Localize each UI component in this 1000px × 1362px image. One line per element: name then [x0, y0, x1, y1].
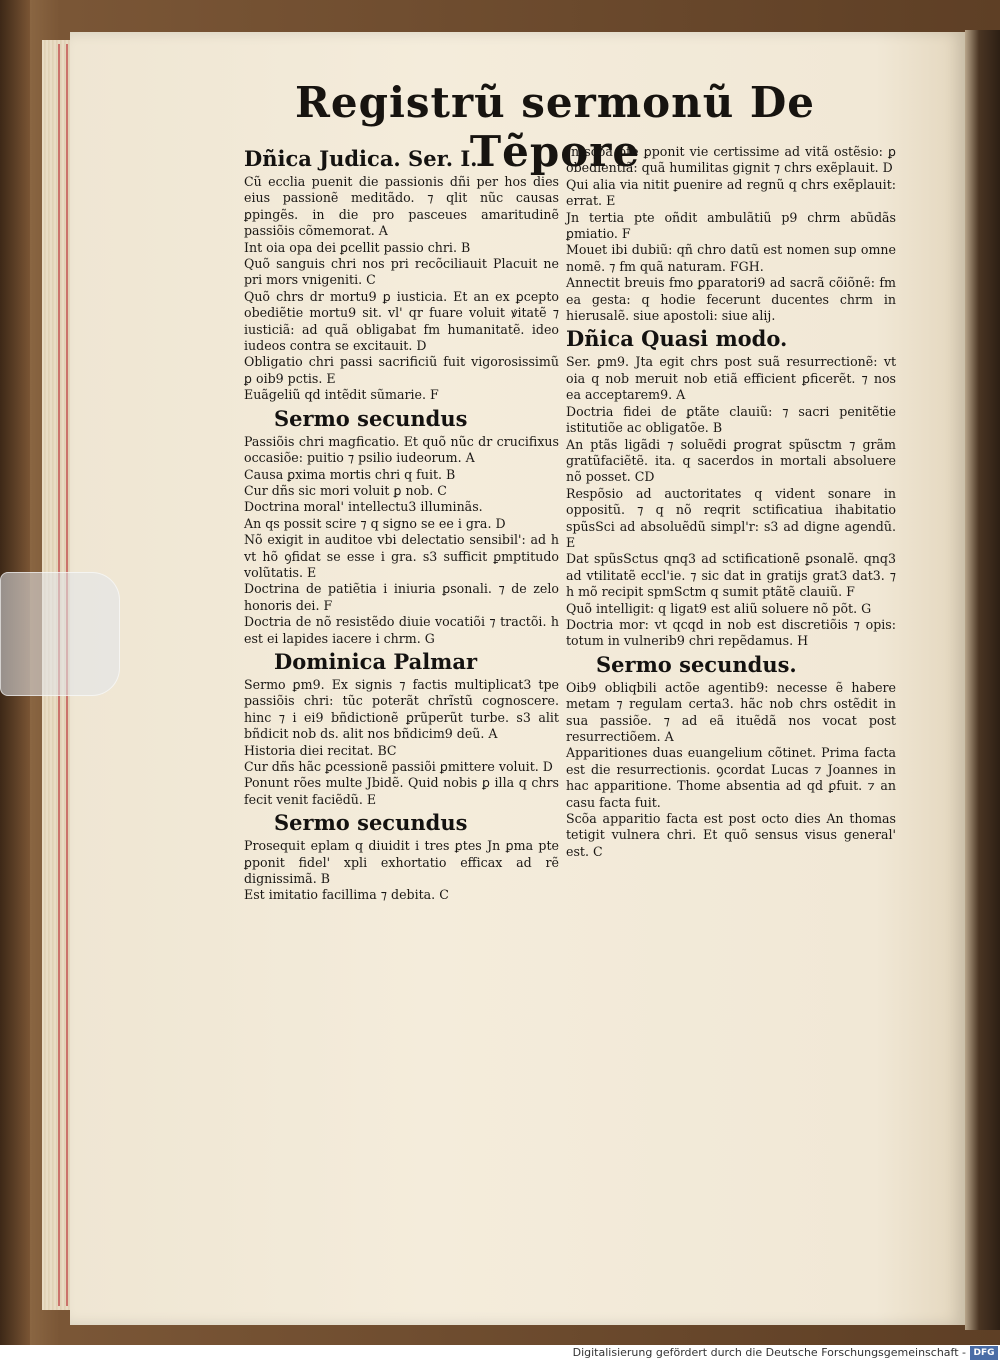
register-entry: Historia diei recitat. BC — [244, 742, 397, 758]
dfg-logo: DFG — [970, 1346, 998, 1360]
register-entry: Nõ exigit in auditoe vbi delectatio sensibil': ad h vt hõ ꝯfidat se esse i gra. s3 sufficit ꝑmptitudo volũtatis. E — [244, 532, 559, 580]
register-entry: Doctrina moral' intellectu3 illuminãs. — [244, 499, 483, 515]
register-entry: Doctria mor: vt qcqd in nob est discretiõis ⁊ opis: totum in vulnerib9 chri repẽdamus. H — [566, 616, 896, 649]
register-entry: Doctria fidei de ꝑtãte clauiũ: ⁊ sacri penitẽtie istitutiõe ac obligatõe. B — [566, 403, 896, 436]
register-entry: Quõ sanguis chri nos pri recõciliauit Placuit ne pri mors vnigeniti. C — [244, 256, 559, 288]
register-entry: Ponunt rões multe Jbidẽ. Quid nobis ꝑ illa q chrs fecit venit faciẽdũ. E — [244, 775, 559, 807]
section-heading: Dominica Palmar — [274, 648, 478, 674]
section-heading: Sermo secundus — [274, 405, 468, 431]
register-entry: Dat spũsSctus qnq3 ad sctificationẽ ꝑsonalẽ. qnq3 ad vtilitatẽ eccl'ie. ⁊ sic dat in gratijs grat3 dat3. ⁊ h mõ recipit spmSctm q sumit ptãtẽ clauiũ. F — [566, 551, 896, 600]
register-entry: Cur dñs sic mori voluit ꝑ nob. C — [244, 482, 447, 498]
register-entry: Qui alia via nitit ꝑuenire ad regnũ q chrs exẽplauit: errat. E — [566, 176, 896, 209]
section-heading: Dñica Judica. Ser. I. — [244, 146, 478, 171]
opposite-page-edge — [965, 30, 1000, 1330]
register-entry: Oib9 obliqbili actõe agentib9: necesse ẽ habere metam ⁊ regulam certa3. hãc nob chrs ostẽdit in sua passiõe. ⁊ ad eã ituẽdã nos vocat post resurrectiõem. A — [566, 679, 896, 744]
register-entry: Scõa apparitio facta est post octo dies An thomas tetigit vulnera chri. Et quõ sensus visus general' est. C — [566, 811, 896, 859]
register-entry: Cur dñs hãc ꝑcessionẽ passiõi ꝑmittere voluit. D — [244, 759, 553, 774]
page-clip — [0, 572, 120, 696]
register-entry: Quõ chrs dr mortu9 ꝑ iusticia. Et an ex ꝑcepto obediẽtie mortu9 sit. vl' qr fuare voluit ꝟitatẽ ⁊ iusticiã: ad quã obligabat fm humanitatẽ. ideo iudeos contra se excitauit. D — [244, 288, 559, 354]
register-entry: Passiõis chri magficatio. Et quõ nũc dr crucifixus occasiõe: puitio ⁊ psilio iudeorum. A — [244, 433, 559, 466]
footer-credit: Digitalisierung gefördert durch die Deutsche Forschungsgemeinschaft - — [572, 1346, 966, 1359]
register-entry: Causa ꝑxima mortis chri q fuit. B — [244, 466, 456, 482]
register-entry: An qs possit scire ⁊ q signo se ee i gra. D — [244, 515, 506, 531]
register-entry: Quõ intelligit: q ligat9 est aliũ soluere nõ põt. G — [566, 600, 872, 616]
page-title: Registrũ sermonũ De Tẽpore — [294, 78, 816, 176]
register-entry: Annectit breuis fmo ꝑparatori9 ad sacrã cõiõnẽ: fm ea gesta: q hodie fecerunt ducentes chrm in hierusalẽ. siue apostoli: siue alij. — [566, 275, 896, 324]
register-entry: Mouet ibi dubiũ: qñ chro datũ est nomen sup omne nomẽ. ⁊ fm quã naturam. FGH. — [566, 242, 896, 274]
register-entry: Int oia opa dei ꝑcellit passio chri. B — [244, 239, 471, 255]
register-entry: Sermo ꝑm9. Ex signis ⁊ factis multiplicat3 tpe passiõis chri: tũc poterãt chrĩstũ cognoscere. hinc ⁊ i ei9 bñdictionẽ ꝑrũperũt turbe. s3 alit bñdicit nob ds. alit nos bñdicim9 deũ. A — [244, 676, 559, 742]
section-heading: Sermo secundus. — [596, 651, 797, 677]
register-entry: Euãgeliũ qd intẽdit sũmarie. F — [244, 387, 439, 403]
right-column — [566, 144, 896, 860]
section-heading: Sermo secundus — [274, 810, 468, 836]
register-entry: Cũ ecclia puenit die passionis dñi per hos dies eius passionẽ meditãdo. ⁊ qlit nũc causas ꝑpingẽs. in die pro pasceues amaritudinẽ passiõis cõmemorat. A — [244, 174, 559, 239]
register-entry: Jn tertia pte oñdit ambulãtiũ p9 chrm abũdãs ꝑmiatio. F — [566, 209, 896, 242]
register-entry: Jn scõa pte ꝑponit vie certissime ad vitã ostẽsio: ꝑ obedientiã: quã humilitas gignit ⁊ chrs exẽplauit. D — [566, 144, 896, 176]
register-entry: Doctria de nõ resistẽdo diuie vocatiõi ⁊ tractõi. h est ei lapides iacere i chrm. G — [244, 614, 559, 646]
register-entry: Respõsio ad auctoritates q vident sonare in oppositũ. ⁊ q nõ reqrit sctificatiua ihabitatio spũsSci ad absoluẽdũ simpl'r: s3 ad digne agendũ. E — [566, 485, 896, 550]
register-entry: Apparitiones duas euangelium cõtinet. Prima facta est die resurrectionis. ꝯcordat Lucas ⁊ Joannes in hac apparitione. Thome absentia ad qd ꝑfuit. ⁊ an casu facta fuit. — [566, 745, 896, 810]
left-column — [244, 144, 559, 904]
register-entry: Est imitatio facillima ⁊ debita. C — [244, 887, 449, 903]
register-entry: Doctrina de patiẽtia i iniuria ꝑsonali. ⁊ de zelo honoris dei. F — [244, 581, 559, 613]
register-entry: Ser. ꝑm9. Jta egit chrs post suã resurrectionẽ: vt oia q nob meruit nob etiã efficient ꝑficerẽt. ⁊ nos ea acceptarem9. A — [566, 354, 896, 403]
section-heading: Dñica Quasi modo. — [566, 326, 788, 352]
register-entry: Obligatio chri passi sacrificiũ fuit vigorosissimũ ꝑ oib9 pctis. E — [244, 354, 559, 386]
register-entry: Prosequit eplam q diuidit i tres ꝑtes Jn ꝑma pte ꝑponit fidel' xpli exhortatio efficax ad rẽ dignissimã. B — [244, 838, 559, 887]
footer-bar — [0, 1345, 1000, 1362]
register-entry: An ptãs ligãdi ⁊ soluẽdi ꝑrograt spũsctm ⁊ grãm gratũfaciẽtẽ. ita. q sacerdos in mortali absoluere nõ posset. CD — [566, 436, 896, 485]
